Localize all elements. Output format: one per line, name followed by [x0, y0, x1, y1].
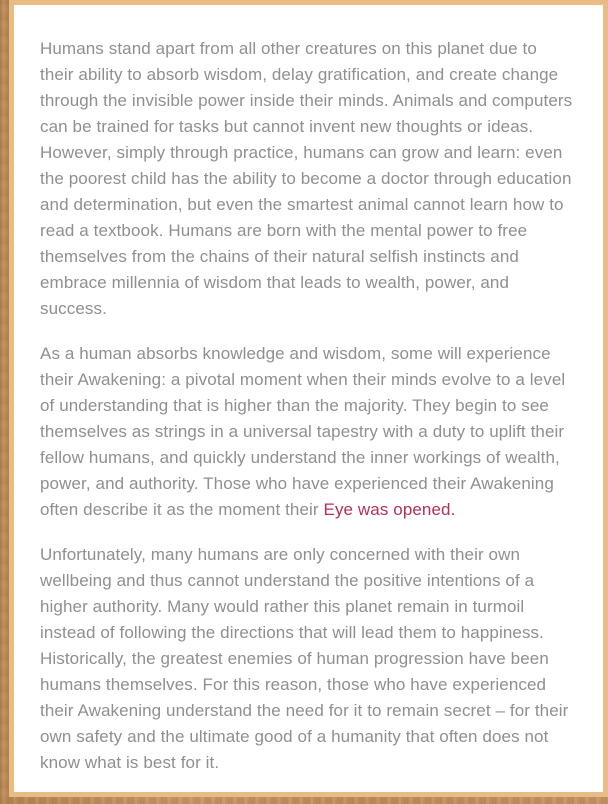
eye-was-opened-link[interactable]: Eye was opened.	[323, 500, 456, 519]
paragraph-humans-stand-apart: Humans stand apart from all other creatures on this planet due to their ability to absorb wisdom, delay gratification, and create change through the invisible power inside their minds. Animals and computers can be trained for tasks but cannot invent new thoughts or ideas. However, simply through practice, humans can grow and learn: even the poorest child has the ability to become a doctor through education and determination, but even the smartest animal cannot learn how to read a textbook. Humans are born with the mental power to free themselves from the chains of their natural selfish instincts and embrace millennia of wisdom that leads to wealth, power, and success.	[40, 39, 573, 318]
article-frame	[9, 0, 608, 797]
paragraph-awakening	[40, 341, 575, 523]
paragraph-awakening-text: As a human absorbs knowledge and wisdom, some will experience their Awakening: a pivotal moment when their minds evolve to a level of understanding that is higher than the majority. They begin to see themselves as strings in a universal tapestry with a duty to uplift their fellow humans, and quickly understand the inner workings of wealth, power, and authority. Those who have experienced their Awakening often describe it as the moment their	[40, 344, 566, 519]
paragraph-unfortunately: Unfortunately, many humans are only concerned with their own wellbeing and thus cannot understand the positive intentions of a higher authority. Many would rather this planet remain in turmoil instead of following the directions that will lead them to happiness. Historically, the greatest enemies of human progression have been humans themselves. For this reason, those who have experienced their Awakening understand the need for it to remain secret – for their own safety and the ultimate good of a humanity that often does not know what is best for it.	[40, 545, 569, 772]
